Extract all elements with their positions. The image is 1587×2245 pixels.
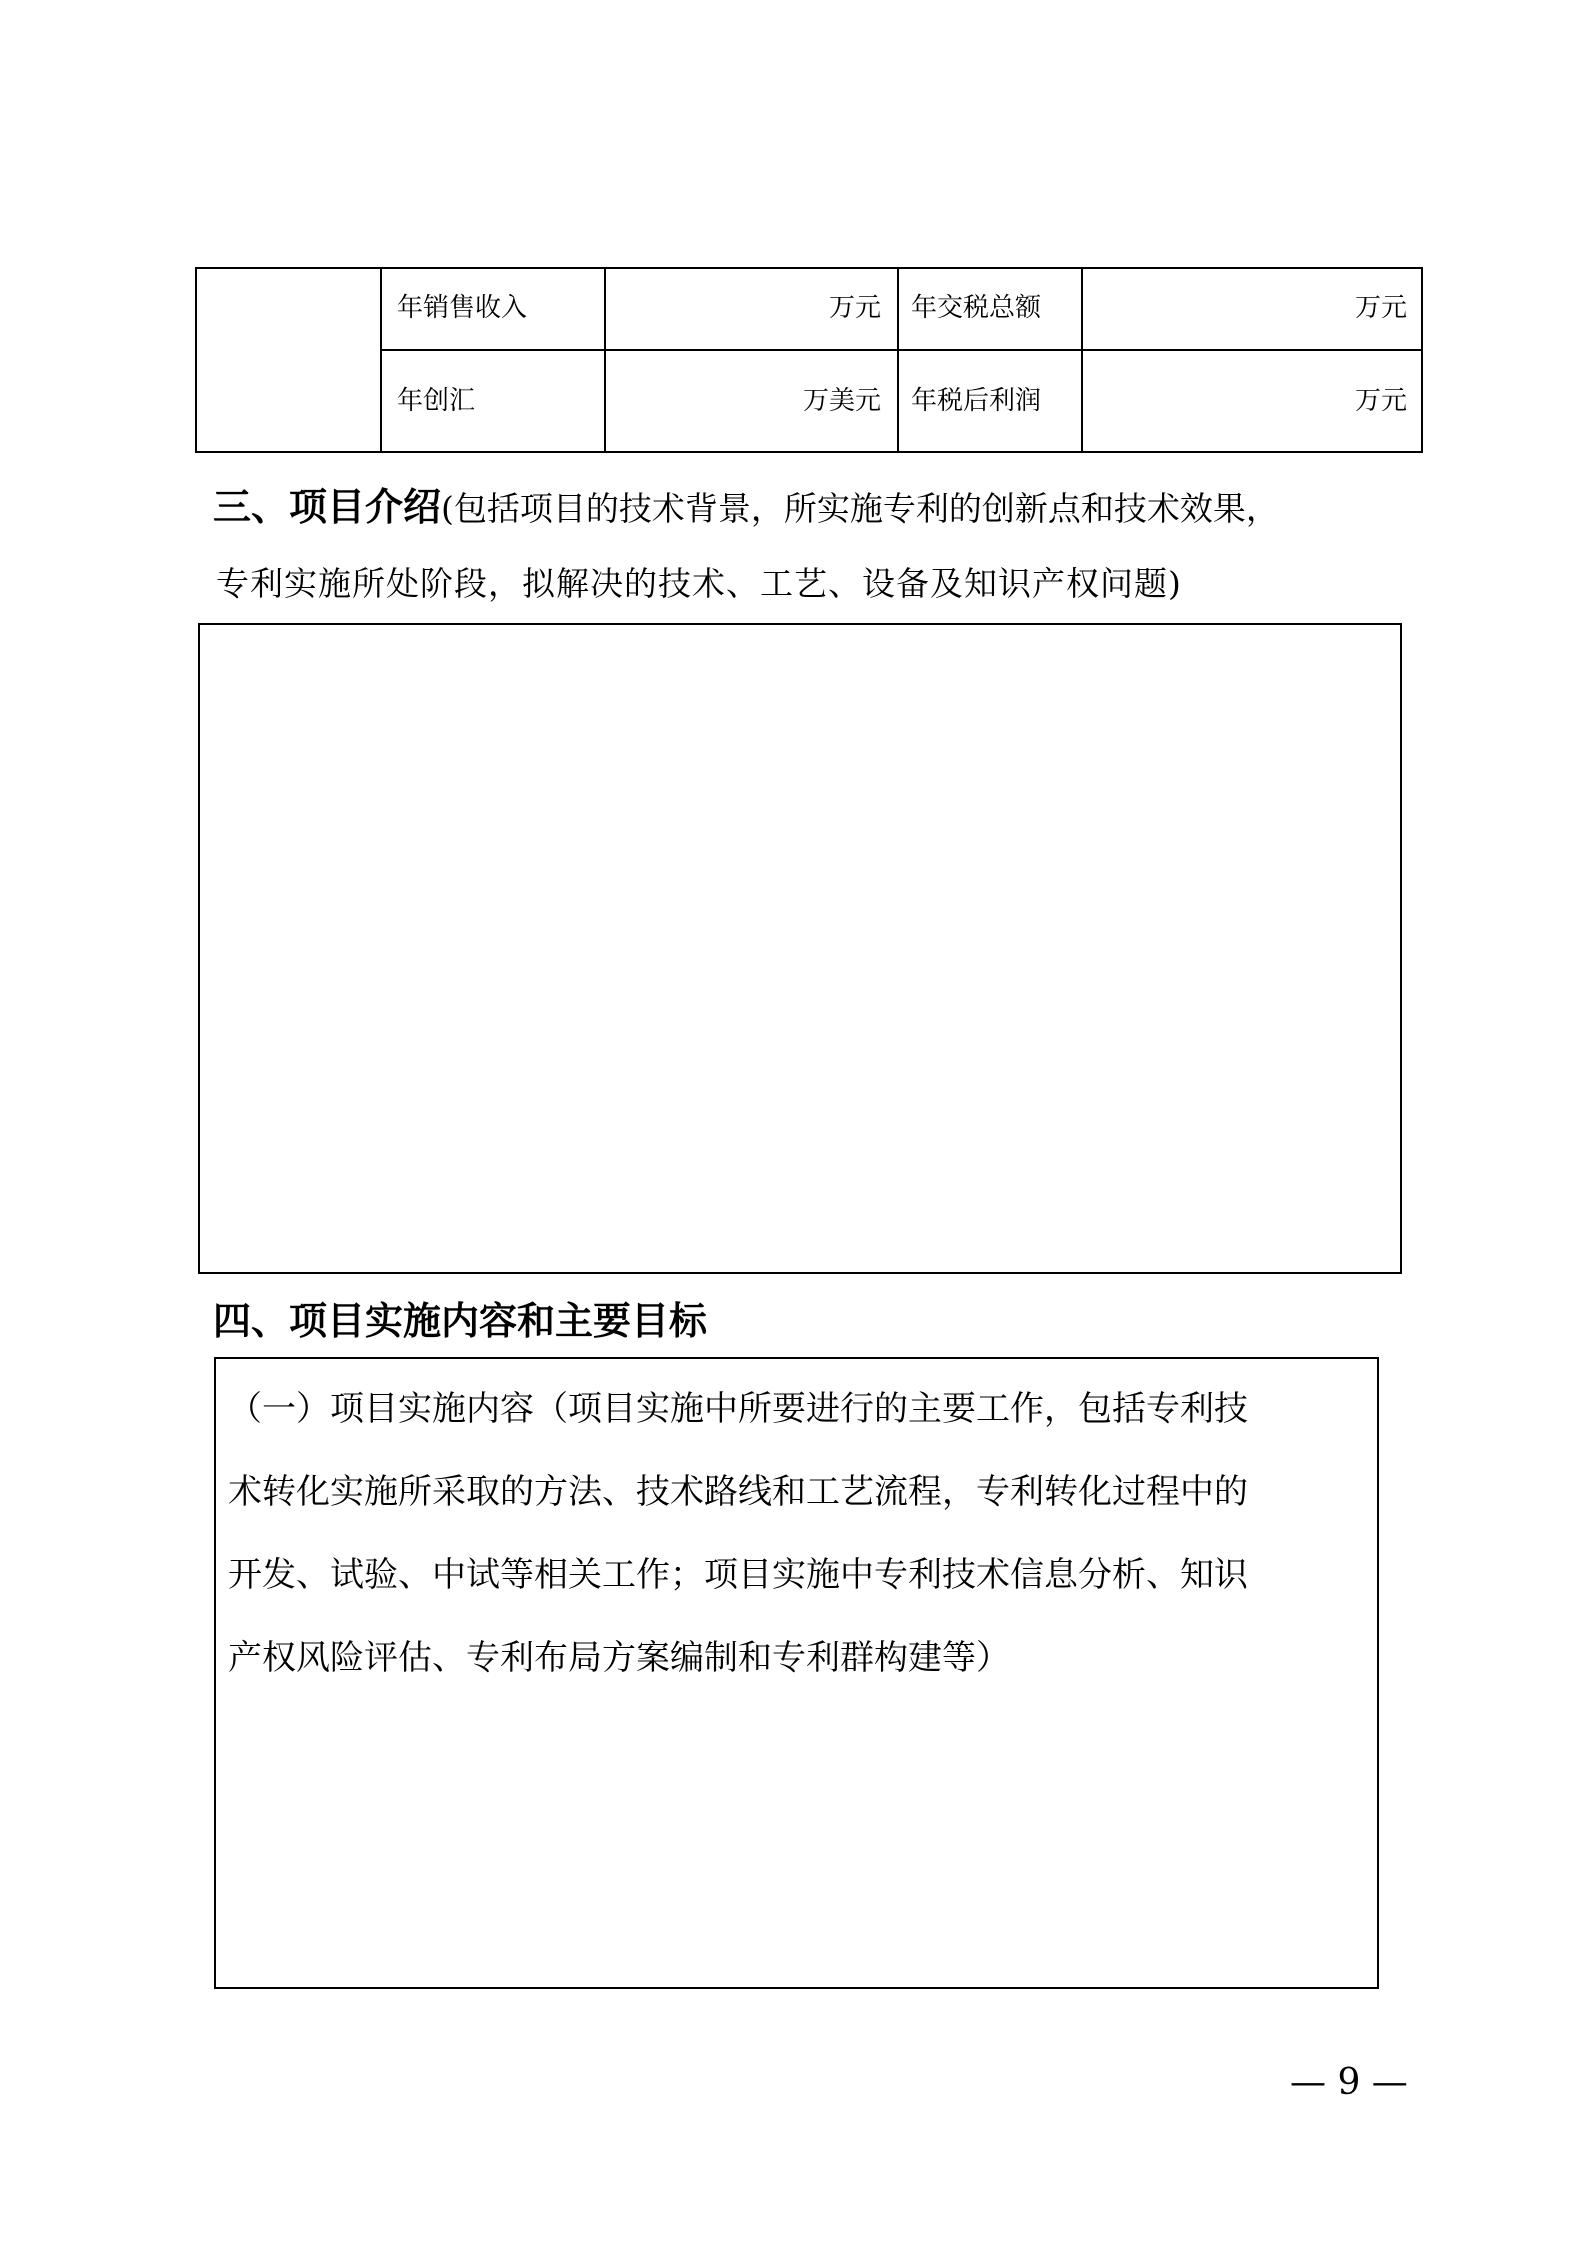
section4-heading [213, 1290, 707, 1345]
annual-tax-unit: 万元 [1354, 293, 1407, 323]
section4-title: 四、项目实施内容和主要目标 [213, 1299, 708, 1343]
project-content-text [228, 1368, 1368, 1700]
content-line: 术转化实施所采取的方法、技术路线和工艺流程，专利转化过程中的 [228, 1472, 1248, 1512]
section3-title: 三、项目介绍 [213, 485, 442, 529]
content-line: 产权风险评估、专利布局方案编制和专利群构建等） [228, 1638, 1010, 1678]
content-line: （一）项目实施内容（项目实施中所要进行的主要工作，包括专利技 [228, 1389, 1248, 1429]
annual-forex-unit: 万美元 [802, 386, 881, 416]
page-number: — 9 — [1290, 2062, 1408, 2103]
content-line: 开发、试验、中试等相关工作；项目实施中专利技术信息分析、知识 [228, 1555, 1248, 1595]
section3-heading [213, 476, 1279, 531]
annual-sales-unit: 万元 [828, 293, 881, 323]
table-divider [380, 349, 1421, 351]
annual-forex-label: 年创汇 [397, 386, 476, 416]
section3-note-line1: (包括项目的技术背景，所实施专利的创新点和技术效果， [441, 489, 1279, 528]
annual-sales-label: 年销售收入 [397, 293, 528, 323]
project-intro-box[interactable] [198, 623, 1402, 1274]
section3-note-line2: 专利实施所处阶段，拟解决的技术、工艺、设备及知识产权问题) [216, 564, 1182, 603]
finance-table [195, 267, 1423, 453]
after-tax-profit-unit: 万元 [1354, 386, 1407, 416]
annual-tax-label: 年交税总额 [911, 293, 1042, 323]
after-tax-profit-label: 年税后利润 [911, 386, 1042, 416]
